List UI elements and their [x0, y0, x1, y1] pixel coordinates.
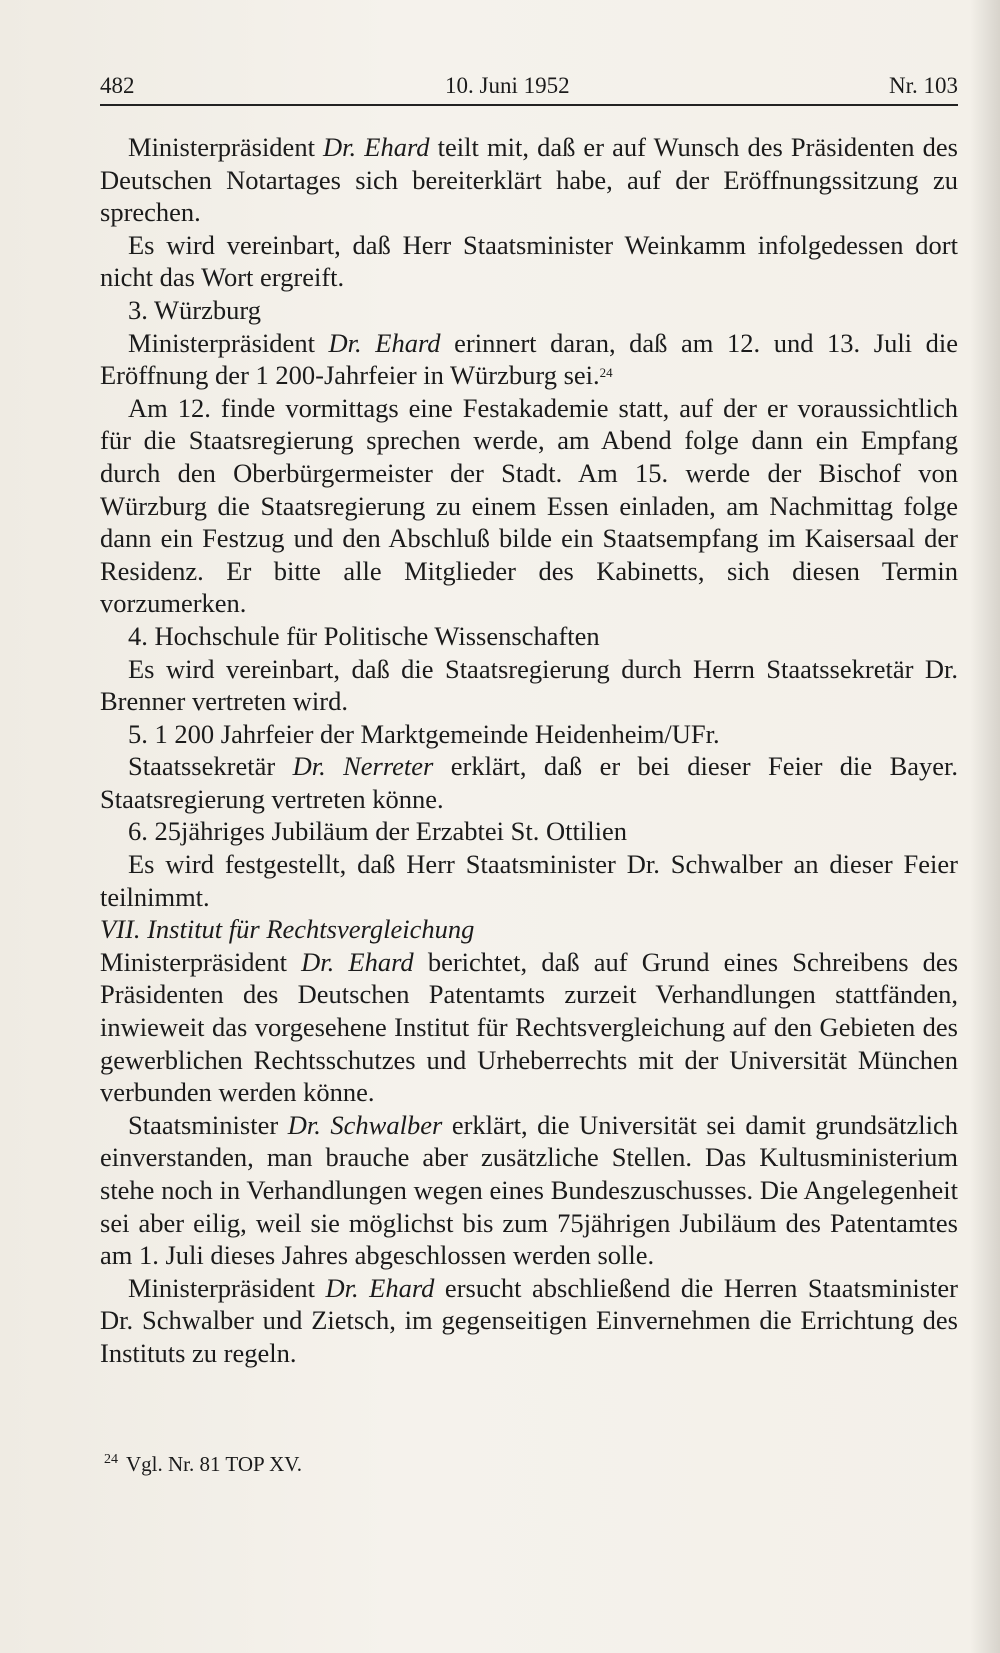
issue-number: Nr. 103: [889, 73, 958, 98]
section-heading: VII. Institut für Rechtsvergleichung: [100, 914, 475, 945]
paragraph: Staatsminister Dr. Schwalber erklärt, die Universität sei damit grundsätzlich einverstanden, man brauche aber zusätzliche Stellen. Das Kultusministerium stehe noch in Verhandlungen wegen eines Bundeszuschusses. Die Angelegenheit sei aber eilig, weil sie möglichst bis zum 75jährigen Jubiläum des Patentamtes am 1. Juli dieses Jahres abgeschlossen werden solle.: [100, 1109, 958, 1271]
agenda-item: 3. Würzburg: [128, 294, 261, 325]
paragraph: Ministerpräsident Dr. Ehard erinnert daran, daß am 12. und 13. Juli die Eröffnung der 1 200-Jahrfeier in Würzburg sei.$^{24}$: [100, 327, 959, 391]
paragraph: Staatssekretär Dr. Nerreter erklärt, daß er bei dieser Feier die Bayer. Staatsregierung vertreten könne.: [100, 751, 959, 814]
speaker-name: Dr. Nerreter: [292, 751, 434, 782]
speaker-name: Dr. Ehard: [301, 946, 414, 977]
agenda-item: 5. 1 200 Jahrfeier der Marktgemeinde Heidenheim/UFr.: [128, 718, 720, 749]
paragraph: Ministerpräsident Dr. Ehard teilt mit, daß er auf Wunsch des Präsidenten des Deutschen Notartages sich bereiterklärt habe, auf der Eröffnungssitzung zu sprechen.: [100, 132, 958, 228]
speaker-name: Dr. Ehard: [325, 1272, 435, 1303]
speaker-name: Dr. Ehard: [323, 132, 430, 162]
agenda-item: 6. 25jähriges Jubiläum der Erzabtei St. Ottilien: [128, 816, 627, 847]
body-text: [100, 131, 958, 1370]
header-date: 10. Juni 1952: [445, 73, 570, 98]
speaker-name: Dr. Ehard: [328, 327, 441, 358]
paragraph: Ministerpräsident Dr. Ehard ersucht abschließend die Herren Staatsminister Dr. Schwalber und Zietsch, im gegenseitigen Einvernehmen die Errichtung des Instituts zu regeln.: [100, 1272, 958, 1368]
paragraph: Es wird vereinbart, daß Herr Staatsminister Weinkamm infolgedessen dort nicht das Wort ergreift.: [100, 229, 958, 293]
page-number: 482: [100, 73, 135, 98]
page-edge-shadow: [970, 0, 1000, 1653]
footnote-reference[interactable]: 24: [599, 365, 613, 381]
agenda-item: 4. Hochschule für Politische Wissenschaften: [128, 620, 600, 651]
footnote-text: Vgl. Nr. 81 TOP XV.: [126, 1452, 303, 1476]
paragraph: Es wird festgestellt, daß Herr Staatsminister Dr. Schwalber an dieser Feier teilnimmt.: [100, 849, 958, 912]
header-rule: [100, 104, 958, 106]
footnote-mark: 24: [104, 1452, 118, 1467]
speaker-name: Dr. Schwalber: [287, 1109, 443, 1140]
paragraph: Es wird vereinbart, daß die Staatsregierung durch Herrn Staatssekretär Dr. Brenner vertreten wird.: [100, 653, 958, 717]
paragraph: Ministerpräsident Dr. Ehard berichtet, daß auf Grund eines Schreibens des Präsidenten des Deutschen Patentamts zurzeit Verhandlungen stattfänden, inwieweit das vorgesehene Institut für Rechtsvergleichung auf den Gebieten des gewerblichen Rechtsschutzes und Urheberrechts mit der Universität München verbunden werden könne.: [100, 946, 959, 1108]
running-header: [100, 68, 958, 102]
footnote: [104, 1452, 954, 1477]
paragraph: Am 12. finde vormittags eine Festakademie statt, auf der er voraussichtlich für die Staatsregierung sprechen werde, am Abend folge dann ein Empfang durch den Oberbürgermeister der Stadt. Am 15. werde der Bischof von Würzburg die Staatsregierung zu einem Essen einladen, am Nachmittag folge dann ein Festzug und den Abschluß bilde ein Staatsempfang im Kaisersaal der Residenz. Er bitte alle Mitglieder des Kabinetts, sich diesen Termin vorzumerken.: [100, 392, 958, 619]
